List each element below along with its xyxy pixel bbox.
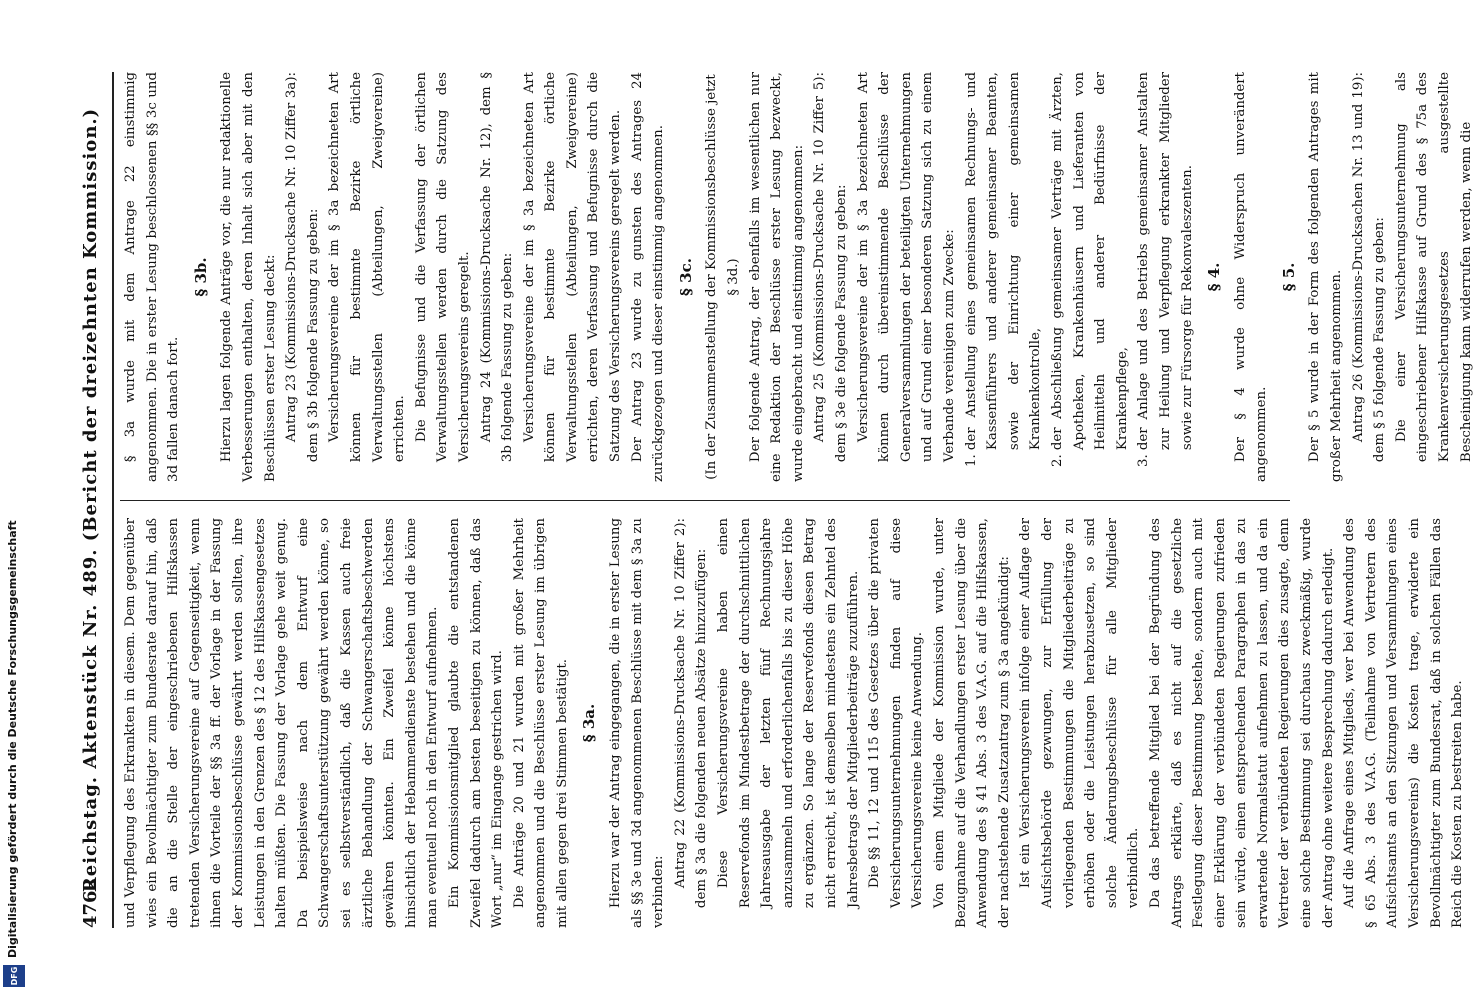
section-heading: § 4. bbox=[1205, 262, 1224, 292]
paragraph: § 3a wurde mit dem Antrage 22 einstimmig angenommen. Die in erster Lesung beschlossenen §§ 3c und 3d fallen danach fort. bbox=[123, 72, 182, 482]
quoted-motion: Versicherungsvereine der im § 3a bezeichneten Art können für bestimmte Bezirke örtliche Verwaltungsstellen (Abteilungen, Zweigvereine) errichten, deren Verfassung und Befugnisse durch die Satzung des Versicherungsvereins geregelt werden. bbox=[521, 72, 624, 463]
list-item: 2. der Abschließung gemeinsamer Verträge mit Ärzten, Apotheken, Krankenhäusern und Lieferanten von Heilmitteln und anderer Bedürfnisse der Krankenpflege, bbox=[1047, 72, 1133, 450]
quoted-motion: Versicherungsvereine der im § 3a bezeichneten Art können durch übereinstimmende Beschlüsse der Generalversammlungen der beteiligten Unternehmungen und auf Grund einer besonderen Satzung sich zu einem Verbande vereinigen zum Zwecke: bbox=[855, 72, 957, 463]
section-heading: § 3b. bbox=[191, 257, 210, 297]
quoted-motion: Antrag 26 (Kommissions-Drucksachen Nr. 13 und 19): dem § 5 folgende Fassung zu geben: bbox=[1350, 72, 1388, 463]
paragraph: Die Anträge 20 und 21 wurden mit großer Mehrheit angenommen und die Beschlüsse erster Lesung im übrigen mit allen gegen drei Stimmen bestätigt. bbox=[511, 518, 570, 928]
numbered-list bbox=[961, 72, 1199, 482]
quoted-motion: Diese Versicherungsvereine haben einen Reservefonds im Mindestbetrage der durchschnittlichen Jahresausgabe der letzten fünf Rechnungsjahre anzusammeln und erforderlichenfalls bis zu dieser Höhe zu ergänzen. So lange der Reservefonds diesen Betrag nicht erreicht, ist demselben mindestens ein Zehntel des Jahresbetrags der Mitgliederbeiträge zuzuführen. bbox=[716, 518, 861, 909]
quoted-motion: Antrag 22 (Kommissions-Drucksache Nr. 10 Ziffer 2): dem § 3a die folgenden neuen Absätze hinzuzufügen: bbox=[672, 518, 710, 909]
quoted-motion: Die einer Versicherungsunternehmung als eingeschriebener Hilfskasse auf Grund des § 75a des Krankenversicherungsgesetzes ausgestellte Bescheinigung kann widerrufen werden, wenn die bbox=[1393, 72, 1474, 463]
page-number: 4762 bbox=[80, 877, 101, 928]
digitization-credit: Digitalisierung gefördert durch die Deutsche Forschungsgemeinschaft bbox=[6, 520, 19, 958]
paragraph: Der § 4 wurde ohne Widerspruch unverändert angenommen. bbox=[1232, 72, 1270, 482]
paragraph: und Verpflegung des Erkrankten in diesem. Dem gegenüber wies ein Bevollmächtigter zum Bundesrate darauf hin, daß die an die Stelle der eingeschriebenen Hilfskassen tretenden Versicherungsvereine auf Gegenseitigkeit, wenn ihnen die Vorteile der §§ 3a ff. der Vorlage in der Fassung der Kommissionsbeschlüsse gewährt werden sollten, ihre Leistungen in den Grenzen des § 12 des Hilfskassengesetzes halten müßten. Die Fassung der Vorlage gehe weit genug. Da beispielsweise nach dem Entwurf eine Schwangerschaftsunterstützung gewährt werden könne, so sei es selbstverständlich, daß die Kassen auch freie ärztliche Behandlung der Schwangerschaftsbeschwerden gewähren könnten. Ein Zweifel könne höchstens hinsichtlich der Hebammendienste bestehen und die könne man eventuell noch in den Entwurf aufnehmen. bbox=[123, 518, 441, 928]
list-item: 3. der Anlage und des Betriebs gemeinsamer Anstalten zur Heilung und Verpflegung erkrankter Mitglieder sowie zur Fürsorge für Rekonvaleszenten. bbox=[1133, 72, 1198, 450]
paragraph: Da das betreffende Mitglied bei der Begründung des Antrags erklärte, daß es nicht auf die gesetzliche Festlegung dieser Bestimmung bestehe, sondern auch mit einer Erklärung der verbündeten Regierungen zufrieden sein würde, einen entsprechenden Paragraphen in das zu erwartende Normalstatut aufnehmen zu lassen, und da ein Vertreter der verbündeten Regierungen dies zusagte, denn eine solche Bestimmung sei durchaus zweckmäßig, wurde der Antrag ohne weitere Besprechung dadurch erledigt. bbox=[1147, 518, 1336, 928]
page-title: Reichstag. Aktenstück Nr. 489. (Bericht der dreizehnten Kommission.) bbox=[80, 107, 101, 893]
paragraph: Von einem Mitgliede der Kommission wurde, unter Bezugnahme auf die Verhandlungen erster Lesung über die Anwendung des § 41 Abs. 3 des V.A.G. auf die Hilfskassen, der nachstehende Zusatzantrag zum § 3a angekündigt: bbox=[931, 518, 1012, 928]
dfg-logo-text: DFG bbox=[9, 966, 19, 986]
quoted-motion: Antrag 25 (Kommissions-Drucksache Nr. 10 Ziffer 5): dem § 3e die folgende Fassung zu geben: bbox=[812, 72, 849, 463]
paragraph: Hierzu lagen folgende Anträge vor, die nur redaktionelle Verbesserungen enthalten, deren Inhalt sich aber mit den Beschlüssen erster Lesung deckt: bbox=[219, 72, 278, 482]
quoted-motion: Antrag 23 (Kommissions-Drucksache Nr. 10 Ziffer 3a): dem § 3b folgende Fassung zu geben: bbox=[284, 72, 321, 463]
paragraph: Der § 5 wurde in der Form des folgenden Antrages mit großer Mehrheit angenommen. bbox=[1307, 72, 1345, 482]
quoted-motion: Versicherungsvereine der im § 3a bezeichneten Art können für bestimmte Bezirke örtliche Verwaltungsstellen (Abteilungen, Zweigvereine) errichten. bbox=[327, 72, 408, 463]
paragraph: Auf die Anfrage eines Mitglieds, wer bei Anwendung des § 65 Abs. 3 des V.A.G. (Teilnahme von Vertretern des Aufsichtsamts an den Sitzungen und Versammlungen eines Versicherungsvereins) die Kosten trage, erwiderte ein Bevollmächtigter zum Bundesrat, daß in solchen Fällen das Reich die Kosten zu bestreiten habe. bbox=[1342, 518, 1466, 928]
paragraph: Ein Kommissionsmitglied glaubte die entstandenen Zweifel dadurch am besten beseitigen zu können, daß das Wort „nur“ im Eingange gestrichen wird. bbox=[446, 518, 506, 928]
quoted-motion: Die §§ 11, 12 und 115 des Gesetzes über die privaten Versicherungsunternehmungen finden auf diese Versicherungsvereine keine Anwendung. bbox=[867, 518, 926, 909]
section-heading: § 3c. bbox=[676, 258, 695, 296]
paragraph: Der Antrag 23 wurde zu gunsten des Antrages 24 zurückgezogen und dieser einstimmig angenommen. bbox=[629, 72, 667, 482]
page-header bbox=[80, 72, 106, 928]
quoted-motion: Antrag 24 (Kommissions-Drucksache Nr. 12), dem § 3b folgende Fassung zu geben: bbox=[478, 72, 516, 463]
section-heading: § 3a. bbox=[580, 703, 599, 743]
dfg-logo-icon bbox=[3, 965, 25, 987]
centered-note: (In der Zusammenstellung der Kommissionsbeschlüsse jetzt § 3d.) bbox=[704, 74, 742, 480]
quoted-motion: Die Befugnisse und die Verfassung der örtlichen Verwaltungsstellen werden durch die Satzung des Versicherungsvereins geregelt. bbox=[413, 72, 472, 463]
header-rule bbox=[112, 72, 114, 928]
paragraph: Der folgende Antrag, der ebenfalls im wesentlichen nur eine Redaktion der Beschlüsse erster Lesung bezweckt, wurde eingebracht und einstimmig angenommen: bbox=[747, 72, 806, 482]
list-item: 1. der Anstellung eines gemeinsamen Rechnungs- und Kassenführers und anderer gemeinsamer Beamten, sowie der Einrichtung einer gemeinsamen Krankenkontrolle, bbox=[961, 72, 1047, 450]
paragraph: Hierzu war der Antrag eingegangen, die in erster Lesung als §§ 3e und 3d angenommenen Beschlüsse mit dem § 3a zu verbinden: bbox=[608, 518, 667, 928]
digitization-sidebar bbox=[0, 0, 30, 1000]
column-divider bbox=[120, 500, 1290, 501]
quoted-motion: Ist ein Versicherungsverein infolge einer Auflage der Aufsichtsbehörde gezwungen, zur Erfüllung der vorliegenden Bestimmungen die Mitgliederbeiträge zu erhöhen oder die Leistungen herabzusetzen, so sind solche Änderungsbeschlüsse für alle Mitglieder verbindlich. bbox=[1018, 518, 1142, 909]
right-column bbox=[120, 72, 1474, 482]
section-heading: § 5. bbox=[1279, 262, 1298, 292]
left-column bbox=[120, 518, 1466, 928]
